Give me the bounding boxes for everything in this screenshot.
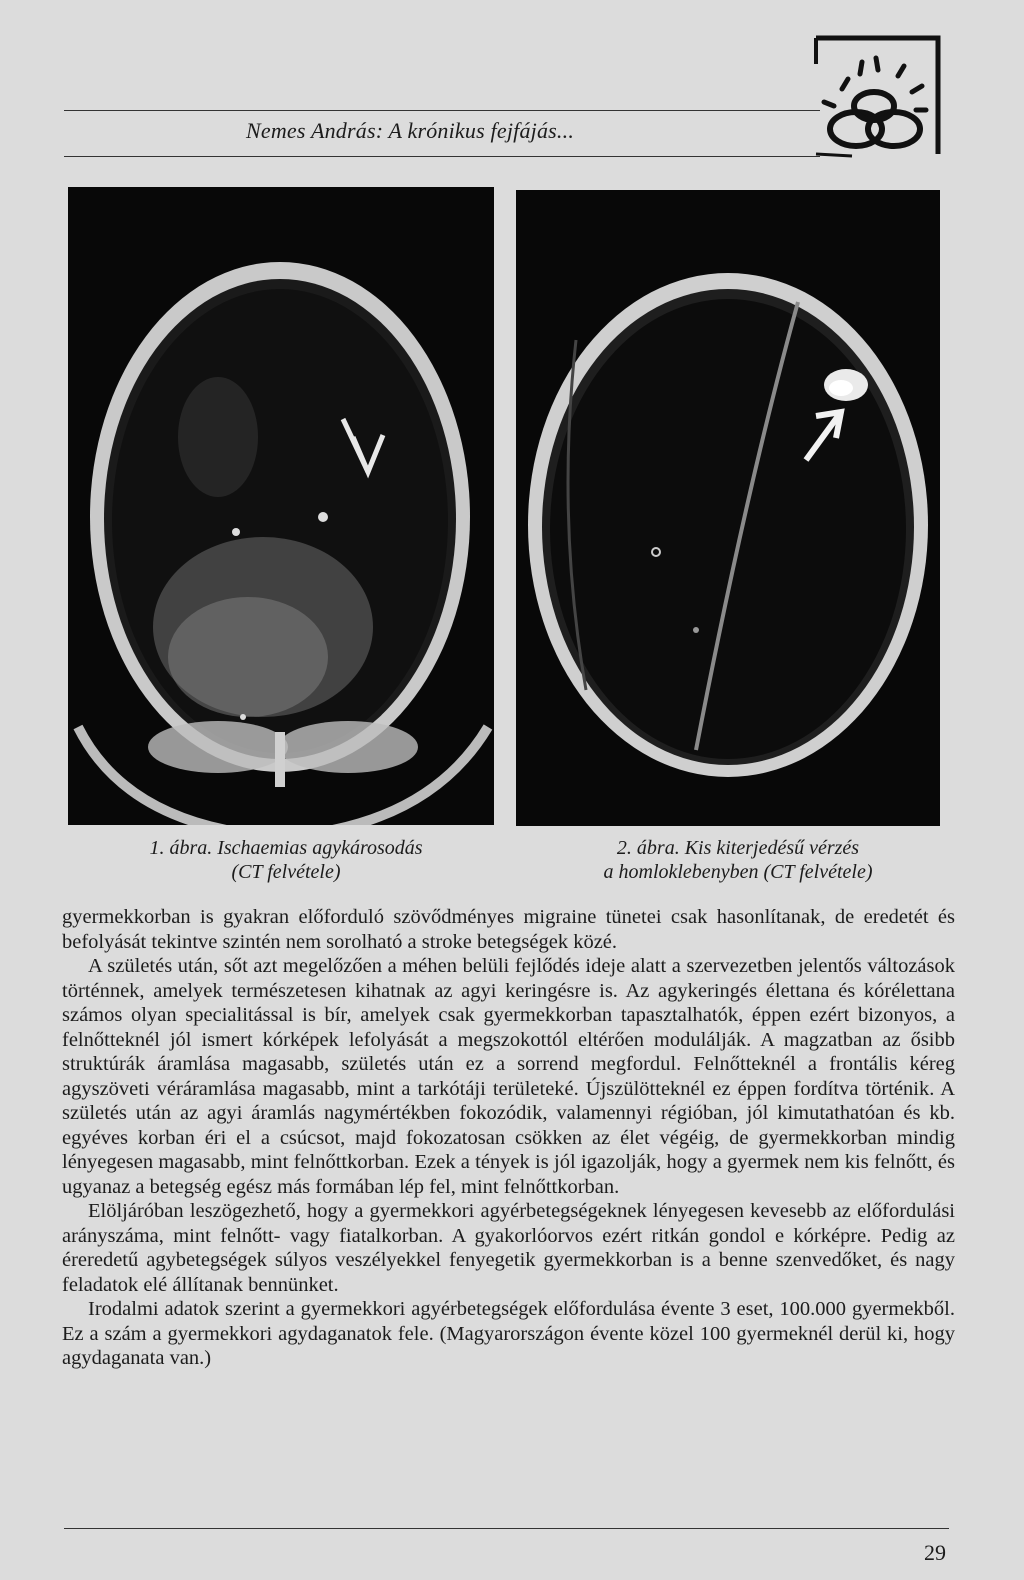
journal-logo-icon [812, 34, 942, 162]
caption-line: 1. ábra. Ischaemias agykárosodás [149, 837, 423, 859]
paragraph: gyermekkorban is gyakran előforduló szövődményes migraine tünetei csak hasonlítanak, de eredetét és befolyását tekintve szintén nem sorolható a stroke betegségek közé. [62, 906, 955, 953]
running-head: Nemes András: A krónikus fejfájás... [246, 118, 575, 143]
header-rule-bottom [64, 156, 820, 157]
paragraph: Irodalmi adatok szerint a gyermekkori agyérbetegségek előfordulása évente 3 eset, 100.000 gyermekből. Ez a szám a gyermekkori agydaganatok fele. (Magyarországon évente közel 100 gyermeknél derül ki, hogy agydaganata van.) [62, 1298, 955, 1369]
page-number: 29 [924, 1540, 946, 1565]
figure-caption [96, 836, 476, 884]
ct-scan-ischemic-icon [68, 187, 494, 825]
footer-rule [64, 1528, 949, 1529]
caption-line: a homloklebenyben (CT felvétele) [603, 861, 873, 883]
body-text [62, 905, 955, 1371]
ct-scan-hemorrhage-icon [516, 190, 940, 826]
figure-caption [548, 836, 928, 884]
paragraph: Elöljáróban leszögezhető, hogy a gyermekkori agyérbetegségeknek lényegesen kevesebb az előfordulási arányszáma, mint felnőtt- vagy fiatalkorban. A gyakorlóorvos ezért ritkán gondol e kórképre. Pedig az éreredetű agybetegségek súlyos veszélyekkel fenyegetik gyermekkorban is a benne szenvedőket, és nagy feladatok elé állítanak bennünket. [62, 1200, 955, 1296]
caption-line: 2. ábra. Kis kiterjedésű vérzés [616, 837, 860, 859]
header-rule-top [64, 110, 820, 111]
paragraph: A születés után, sőt azt megelőzően a méhen belüli fejlődés ideje alatt a szervezetben jelentős változások történnek, amelyek természetesen kihatnak az agyi keringésre is. Az agykeringés élettana és kórélettana számos olyan specialitással is bír, amelyek csak gyermekkorban tapasztalhatók, éppen ezért bizonyos, a felnőtteknél jól ismert kórképek lefolyását a megszokottól eltérően modulálják. A magzatban az ősibb struktúrák áramlása magasabb, születés után ez a sorrend megfordul. Felnőtteknél a frontális kéreg agyszöveti véráramlása magasabb, mint a tarkótáji területeké. Újszülötteknél ez éppen fordítva történik. A születés után az agyi áramlás nagymértékben fokozódik, valamennyi régióban, jól kimutathatóan és kb. egyéves korban éri el a csúcsot, majd fokozatosan csökken az élet végéig, de gyermekkorban mindig lényegesen magasabb, mint felnőttkorban. Ezek a tények is jól igazolják, hogy a gyermek nem kis felnőtt, és ugyanaz a betegség egész más formában lép fel, mint felnőttkorban. [62, 955, 955, 1198]
caption-line: (CT felvétele) [231, 861, 341, 883]
